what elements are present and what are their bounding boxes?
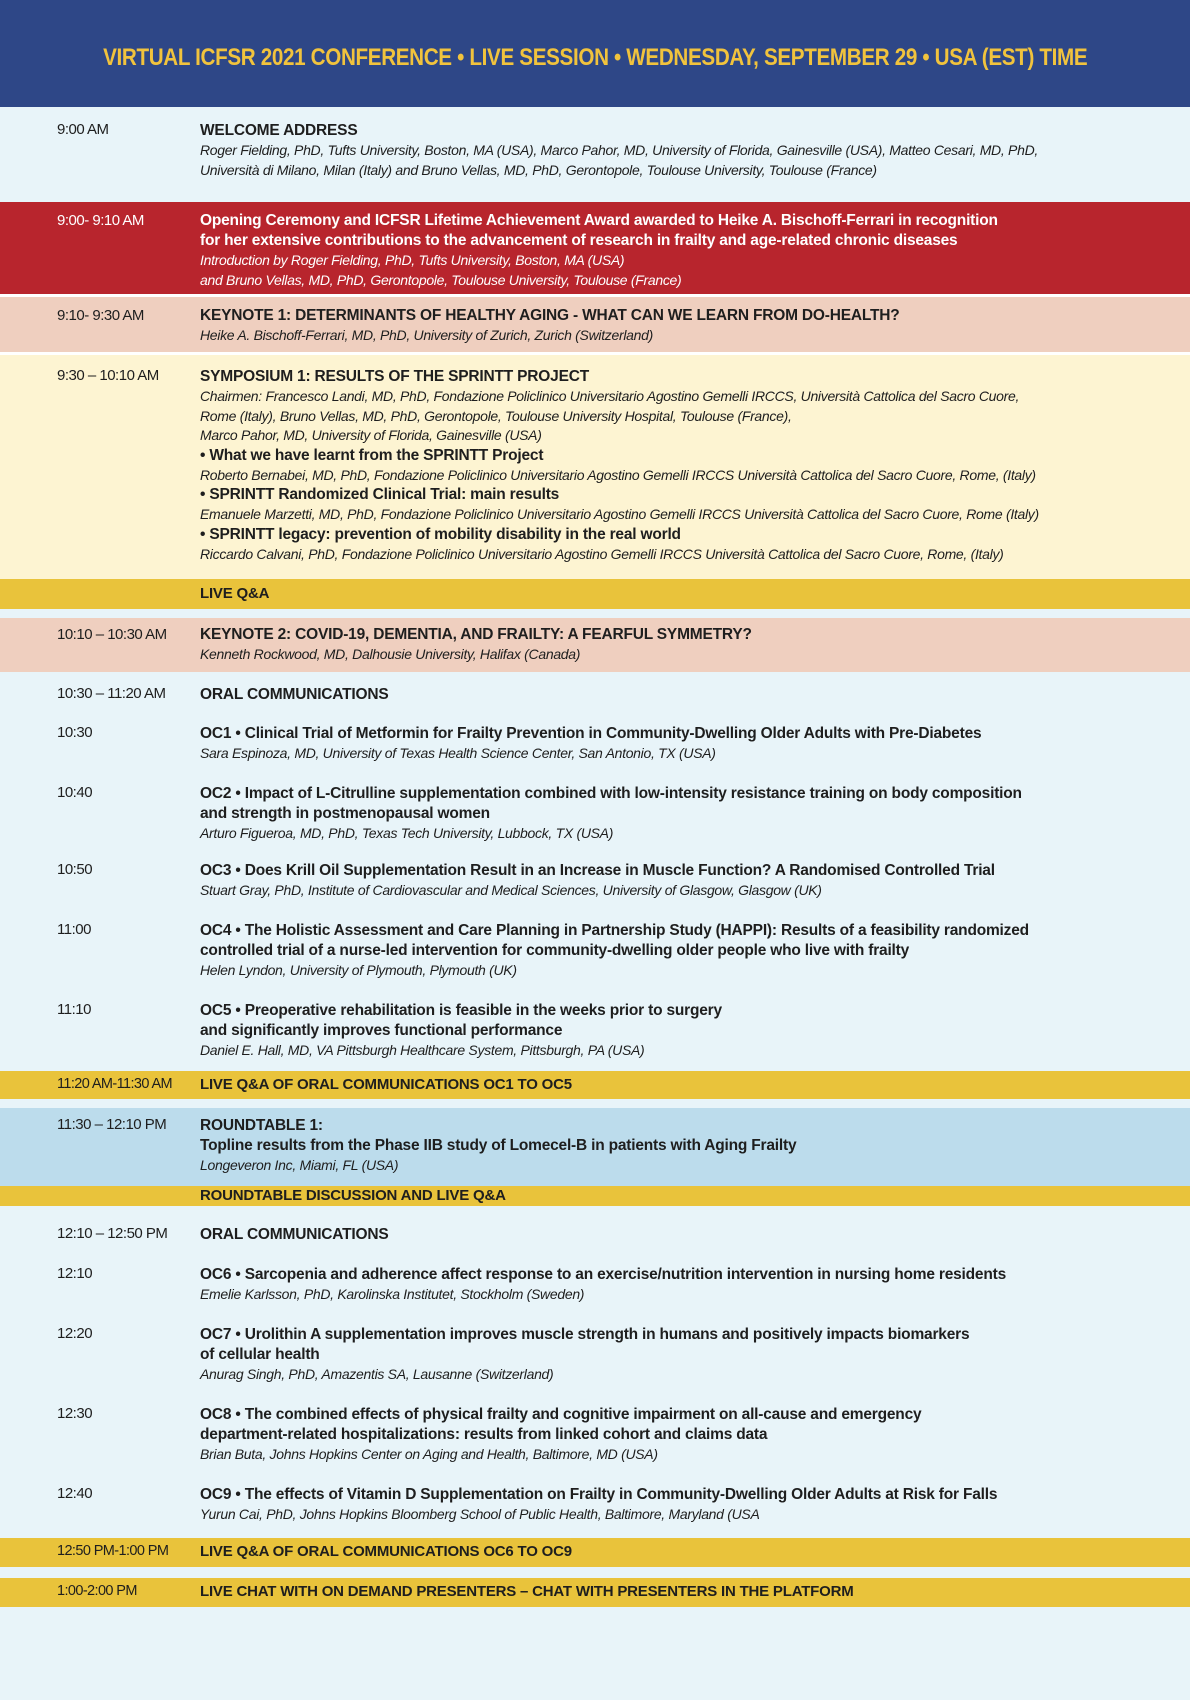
oc-content (200, 921, 1150, 981)
keynote2-speaker: Kenneth Rockwood, MD, Dalhousie University, Halifax (Canada) (200, 646, 581, 662)
oral2-time: 12:10 – 12:50 PM (57, 1225, 168, 1242)
ceremony-row (0, 202, 1190, 294)
oc-speaker: Yurun Cai, PhD, Johns Hopkins Bloomberg School of Public Health, Baltimore, Maryland (USA (200, 1506, 760, 1522)
welcome-speakers-2: Università di Milano, Milan (Italy) and Bruno Vellas, MD, PhD, Gerontopole, Toulouse University, Toulouse (France) (200, 161, 877, 178)
symposium-talk-title: • What we have learnt from the SPRINTT Project (200, 446, 544, 464)
symposium-row (0, 355, 1190, 579)
oc-row (0, 1318, 1190, 1398)
symposium-talk-title: • SPRINTT legacy: prevention of mobility disability in the real world (200, 525, 681, 543)
live-chat-label: LIVE CHAT WITH ON DEMAND PRESENTERS – CHAT WITH PRESENTERS IN THE PLATFORM (200, 1583, 854, 1600)
symposium-talk-speaker: Riccardo Calvani, PhD, Fondazione Policlinico Universitario Agostino Gemelli IRCCS Università Cattolica del Sacro Cuore, Rome, (Italy) (200, 545, 1004, 562)
live-chat-time: 1:00-2:00 PM (57, 1583, 137, 1599)
oral2-title: ORAL COMMUNICATIONS (200, 1226, 389, 1243)
oc-title: OC4 • The Holistic Assessment and Care Planning in Partnership Study (HAPPI): Results of a feasibility randomized (200, 922, 1029, 939)
symposium-talk-speaker: Emanuele Marzetti, MD, PhD, Fondazione Policlinico Universitario Agostino Gemelli IRCCS Università Cattolica del Sacro Cuore, Rome (Italy) (200, 506, 1039, 522)
oc-content (200, 1405, 1150, 1465)
oc-row (0, 855, 1190, 915)
spacer (0, 1567, 1190, 1578)
oc-content (200, 1485, 1150, 1525)
oc-content (200, 1265, 1150, 1305)
oral1-time: 10:30 – 11:20 AM (57, 685, 166, 702)
symposium-time: 9:30 – 10:10 AM (57, 367, 159, 384)
welcome-title: WELCOME ADDRESS (200, 122, 358, 139)
symposium-talk-speaker: Roberto Bernabei, MD, PhD, Fondazione Policlinico Universitario Agostino Gemelli IRCCS Università Cattolica del Sacro Cuore, Rome, (Italy) (200, 466, 1036, 483)
keynote1-content (200, 306, 1150, 346)
ceremony-title-1: Opening Ceremony and ICFSR Lifetime Achievement Award awarded to Heike A. Bischoff-Ferrari in recognition (200, 212, 998, 229)
oc-content (200, 1325, 1150, 1385)
qa-oral1-time: 11:20 AM-11:30 AM (57, 1076, 173, 1092)
oc-content (200, 1001, 1150, 1061)
oc-title-cont: controlled trial of a nurse-led intervention for community-dwelling older people who live with frailty (200, 942, 910, 959)
oc-speaker: Daniel E. Hall, MD, VA Pittsburgh Healthcare System, Pittsburgh, PA (USA) (200, 1042, 645, 1058)
oc-speaker: Helen Lyndon, University of Plymouth, Plymouth (UK) (200, 962, 517, 978)
keynote2-row (0, 618, 1190, 672)
oc-title: OC3 • Does Krill Oil Supplementation Result in an Increase in Muscle Function? A Randomised Controlled Trial (200, 862, 995, 879)
roundtable-title-1: ROUNDTABLE 1: (200, 1117, 323, 1134)
symposium-talk-title: • SPRINTT Randomized Clinical Trial: main results (200, 486, 560, 503)
roundtable-row (0, 1108, 1190, 1186)
oc-time: 12:40 (57, 1485, 93, 1502)
qa-oral1-label: LIVE Q&A OF ORAL COMMUNICATIONS OC1 TO OC5 (200, 1076, 572, 1093)
oc-row (0, 1478, 1190, 1538)
qa-oral2-time: 12:50 PM-1:00 PM (57, 1543, 169, 1559)
oc-speaker: Stuart Gray, PhD, Institute of Cardiovascular and Medical Sciences, University of Glasgow, Glasgow (UK) (200, 882, 822, 898)
oc-time: 10:50 (57, 861, 93, 878)
oral1-header-row (0, 672, 1190, 715)
page-header (0, 0, 1190, 107)
oc-time: 10:40 (57, 784, 93, 801)
oc-title-cont: department-related hospitalizations: results from linked cohort and claims data (200, 1426, 768, 1443)
oc-time: 11:10 (57, 1001, 91, 1018)
oc-title-cont: and strength in postmenopausal women (200, 805, 490, 822)
oc-speaker: Arturo Figueroa, MD, PhD, Texas Tech University, Lubbock, TX (USA) (200, 825, 614, 841)
oc-content (200, 784, 1150, 844)
roundtable-content (200, 1116, 1150, 1176)
oc-row (0, 995, 1190, 1071)
oc-title-cont: of cellular health (200, 1346, 320, 1363)
qa-oral1-bar (0, 1071, 1190, 1099)
keynote1-speaker: Heike A. Bischoff-Ferrari, MD, PhD, University of Zurich, Zurich (Switzerland) (200, 327, 653, 343)
oc-title: OC2 • Impact of L-Citrulline supplementation combined with low-intensity resistance training on body composition (200, 785, 1022, 802)
oc-speaker: Anurag Singh, PhD, Amazentis SA, Lausanne (Switzerland) (200, 1366, 554, 1382)
oc-title: OC7 • Urolithin A supplementation improves muscle strength in humans and positively impacts biomarkers (200, 1326, 970, 1343)
ceremony-time: 9:00- 9:10 AM (57, 212, 144, 229)
live-qa-label: LIVE Q&A (200, 585, 270, 602)
roundtable-title-2: Topline results from the Phase IIB study of Lomecel-B in patients with Aging Frailty (200, 1137, 797, 1154)
oc-title: OC8 • The combined effects of physical frailty and cognitive impairment on all-cause and emergency (200, 1406, 922, 1423)
welcome-row (0, 107, 1190, 202)
spacer (0, 609, 1190, 618)
oc-row (0, 1398, 1190, 1478)
oral1-title: ORAL COMMUNICATIONS (200, 686, 389, 703)
ceremony-intro-2: and Bruno Vellas, MD, PhD, Gerontopole, Toulouse University, Toulouse (France) (200, 271, 682, 288)
symposium-title: SYMPOSIUM 1: RESULTS OF THE SPRINTT PROJECT (200, 368, 589, 385)
keynote2-title: KEYNOTE 2: COVID-19, DEMENTIA, AND FRAILTY: A FEARFUL SYMMETRY? (200, 626, 752, 643)
keynote1-row (0, 297, 1190, 352)
oc-time: 12:30 (57, 1405, 93, 1422)
symposium-content (200, 367, 1150, 564)
oc-title: OC5 • Preoperative rehabilitation is feasible in the weeks prior to surgery (200, 1002, 722, 1019)
oc-content (200, 861, 1150, 901)
keynote1-time: 9:10- 9:30 AM (57, 307, 144, 324)
oral1-content (200, 685, 1150, 705)
welcome-time: 9:00 AM (57, 121, 109, 138)
welcome-content (200, 121, 1150, 180)
symposium-chairmen-3: Marco Pahor, MD, University of Florida, Gainesville (USA) (200, 427, 542, 443)
oc-speaker: Sara Espinoza, MD, University of Texas Health Science Center, San Antonio, TX (USA) (200, 745, 716, 761)
qa-oral2-label: LIVE Q&A OF ORAL COMMUNICATIONS OC6 TO OC9 (200, 1543, 572, 1560)
symposium-chairmen-2: Rome (Italy), Bruno Vellas, MD, PhD, Gerontopole, Toulouse University Hospital, Toulouse (France), (200, 407, 792, 424)
oc-time: 10:30 (57, 724, 93, 741)
qa-oral2-bar (0, 1538, 1190, 1567)
symposium-chairmen-1: Chairmen: Francesco Landi, MD, PhD, Fondazione Policlinico Universitario Agostino Gemelli IRCCS, Università Cattolica del Sacro Cuore, (200, 388, 1020, 404)
live-qa-bar (0, 579, 1190, 609)
ceremony-title-2: for her extensive contributions to the advancement of research in frailty and age-related chronic diseases (200, 232, 958, 249)
oc-row (0, 715, 1190, 775)
keynote1-title: KEYNOTE 1: DETERMINANTS OF HEALTHY AGING - WHAT CAN WE LEARN FROM DO-HEALTH? (200, 307, 900, 324)
oc-row (0, 915, 1190, 995)
oc-title: OC9 • The effects of Vitamin D Supplementation on Frailty in Community-Dwelling Older Adults at Risk for Falls (200, 1486, 998, 1503)
roundtable-time: 11:30 – 12:10 PM (57, 1116, 167, 1133)
oc-content (200, 724, 1150, 764)
oc-row (0, 775, 1190, 855)
oc-title: OC6 • Sarcopenia and adherence affect response to an exercise/nutrition intervention in nursing home residents (200, 1266, 1006, 1283)
oc-time: 12:10 (57, 1265, 93, 1282)
spacer (0, 1099, 1190, 1108)
oral2-content (200, 1225, 1150, 1245)
oc-title: OC1 • Clinical Trial of Metformin for Frailty Prevention in Community-Dwelling Older Adults with Pre-Diabetes (200, 725, 982, 742)
roundtable-qa-label: ROUNDTABLE DISCUSSION AND LIVE Q&A (200, 1187, 506, 1204)
keynote2-time: 10:10 – 10:30 AM (57, 626, 167, 643)
roundtable-qa-bar (0, 1186, 1190, 1206)
oral2-header-row (0, 1206, 1190, 1258)
header-title: VIRTUAL ICFSR 2021 CONFERENCE • LIVE SESSION • WEDNESDAY, SEPTEMBER 29 • USA (EST) TIME (102, 43, 1088, 71)
keynote2-content (200, 625, 1150, 665)
oc-speaker: Emelie Karlsson, PhD, Karolinska Institutet, Stockholm (Sweden) (200, 1286, 585, 1302)
oc-row (0, 1258, 1190, 1318)
ceremony-content (200, 211, 1150, 290)
oc-title-cont: and significantly improves functional performance (200, 1022, 563, 1039)
oc-time: 12:20 (57, 1325, 93, 1342)
welcome-speakers-1: Roger Fielding, PhD, Tufts University, Boston, MA (USA), Marco Pahor, MD, University of Florida, Gainesville (USA), Matteo Cesari, MD, PhD, (200, 142, 1038, 158)
ceremony-intro-1: Introduction by Roger Fielding, PhD, Tufts University, Boston, MA (USA) (200, 252, 625, 268)
live-chat-bar (0, 1578, 1190, 1607)
oc-speaker: Brian Buta, Johns Hopkins Center on Aging and Health, Baltimore, MD (USA) (200, 1446, 658, 1462)
roundtable-org: Longeveron Inc, Miami, FL (USA) (200, 1157, 399, 1173)
oc-time: 11:00 (57, 921, 91, 938)
